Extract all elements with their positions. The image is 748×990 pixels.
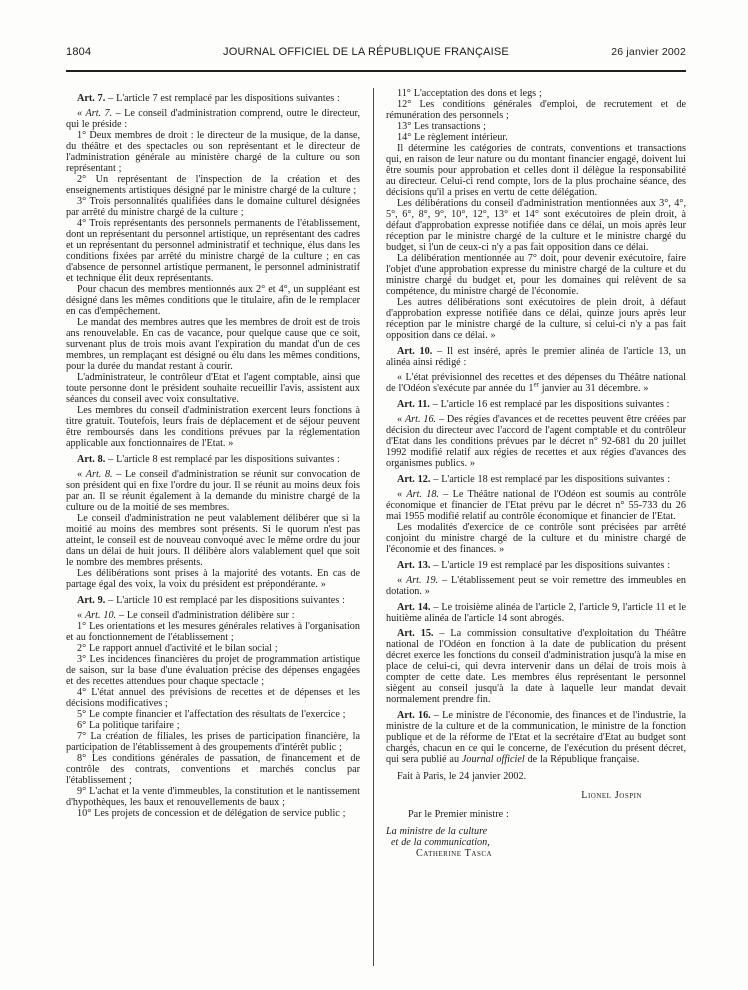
issue-date: 26 janvier 2002	[611, 46, 686, 58]
page-number: 1804	[66, 46, 92, 58]
text-segment: «	[397, 489, 407, 500]
paragraph	[66, 405, 360, 449]
text-segment: Les membres du conseil d'administration exercent leurs fonctions à titre gratuit. Toutefois, leurs frais de déplacement et de séjour peuvent être remboursés dans les conditions prévues par la réglementation applicable aux fonctionnaires de l'Etat. »	[66, 405, 360, 449]
text-segment: «	[397, 575, 406, 586]
paragraph	[386, 522, 686, 555]
text-segment: Art. 16.	[404, 414, 437, 425]
text-segment: 7° La création de filiales, les prises de participation financière, la participation de l'établissement à des groupements d'intérêt public ;	[66, 731, 360, 753]
text-segment: Pour chacun des membres mentionnés aux 2° et 4°, un suppléant est désigné dans les mêmes conditions que le titulaire, afin de le remplacer en cas d'empêchement.	[66, 284, 360, 317]
text-segment: « L'état prévisionnel des recettes et des dépenses du Théâtre national de l'Odéon s'exécute par année du 1	[386, 372, 686, 394]
text-segment: Art. 15.	[397, 628, 434, 639]
text-segment: Il détermine les catégories de contrats, conventions et transactions qui, en raison de leur nature ou du montant financier engagé, doivent lui être soumis pour approbation et celles dont il délègue la responsabilité au directeur. Celui-ci rend compte, lors de la plus prochaine séance, des décisions qu'il a prises en vertu de cette délégation.	[386, 143, 686, 198]
paragraph	[386, 414, 686, 469]
article-11-heading	[386, 399, 686, 410]
paragraph	[66, 218, 360, 284]
text-segment: 9° L'achat et la vente d'immeubles, la constitution et le nantissement d'hypothèques, les baux et renouvellements de baux ;	[66, 786, 360, 808]
article-9-heading	[66, 595, 360, 606]
paragraph	[386, 88, 686, 99]
text-segment: 11° L'acceptation des dons et legs ;	[397, 88, 542, 99]
signature-minister-role-line1	[386, 826, 686, 837]
text-segment: «	[397, 414, 405, 425]
right-column	[386, 88, 686, 966]
text-segment: Art. 11.	[397, 398, 430, 410]
text-segment: 14° Le règlement intérieur.	[397, 132, 508, 143]
paragraph	[66, 786, 360, 808]
text-segment: et de la communication,	[391, 836, 490, 848]
text-segment: Les délibérations du conseil d'administration mentionnées aux 3°, 4°, 5°, 6°, 8°, 9°, 10°, 12°, 13° et 14° sont exécutoires de plein droit, à défaut d'approbation expresse notifiée dans ce délai, un mois après leur réception par le ministre chargé de la culture et le ministre chargé du budget, si l'un de ceux-ci n'y a pas fait opposition dans ce délai.	[386, 198, 686, 253]
text-segment: Journal officiel	[461, 753, 525, 765]
column-gap	[360, 88, 386, 966]
paragraph	[66, 568, 360, 590]
text-segment: – Le conseil d'administration comprend, outre le directeur, qui le préside :	[66, 108, 360, 130]
text-segment: 4° Trois représentants des personnels permanents de l'établissement, dont un représentant du personnel artistique, un représentant des cadres et un représentant du personnel administratif et technique, élus dans les conditions fixées par arrêté du ministre chargé de la culture ; en cas d'absence de personnel artistique permanent, le personnel administratif et technique élit deux représentants.	[66, 218, 360, 284]
text-segment: Le conseil d'administration ne peut valablement délibérer que si la moitié au moins des membres sont présents. Si le quorum n'est pas atteint, le conseil est de nouveau convoqué avec le même ordre du jour dans un délai de huit jours. Il délibère alors valablement quel que soit le nombre des membres présents.	[66, 513, 360, 568]
article-15-heading	[386, 628, 686, 705]
paragraph	[386, 198, 686, 253]
text-segment: Les autres délibérations sont exécutoires de plein droit, à défaut d'approbation expresse notifiée dans ce délai, quinze jours après leur réception par le ministre chargé de la culture, si celui-ci n'y a pas fait opposition dans ce délai. »	[386, 297, 686, 341]
paragraph	[386, 575, 686, 597]
paragraph	[66, 610, 360, 621]
text-segment: Art. 10.	[84, 610, 117, 621]
text-segment: – L'article 16 est remplacé par les dispositions suivantes :	[429, 398, 670, 410]
text-segment: 2° Un représentant de l'inspection de la création et des enseignements artistiques désigné par le ministre chargé de la culture ;	[66, 174, 360, 196]
text-segment: 3° Les incidences financières du projet de programmation artistique de saison, sur la base d'une évaluation précise des dépenses engagées et des recettes attendues pour chaque spectacle ;	[66, 654, 360, 687]
paragraph	[66, 709, 360, 720]
text-segment: – Des régies d'avances et de recettes peuvent être créées par décision du directeur avec l'accord de l'agent comptable et du contrôleur d'Etat dans les conditions prévues par le décret n° 92-681 du 20 juillet 1992 modifié relatif aux régies de recettes et aux régies d'avances des organismes publics. »	[386, 414, 686, 469]
paragraph	[386, 297, 686, 341]
text-segment: La ministre de la culture	[386, 825, 488, 837]
text-segment: Lionel Jospin	[581, 789, 642, 801]
article-16-heading	[386, 710, 686, 765]
text-segment: – L'article 19 est remplacé par les dispositions suivantes :	[430, 559, 671, 571]
text-segment: – Le ministre de l'économie, des finances et de l'industrie, la ministre de la culture et de la communication, le ministre de la fonction publique et de la réforme de l'Etat et la secrétaire d'Etat au budget sont chargés, chacun en ce qui le concerne, de l'exécution du présent décret, qui sera publié au	[386, 709, 686, 765]
text-segment: Le mandat des membres autres que les membres de droit est de trois ans renouvelable. En cas de vacance, pour quelque cause que ce soit, survenant plus de trois mois avant l'expiration du mandat d'un de ces membres, un remplaçant est désigné ou élu dans les mêmes conditions, pour la durée du mandat restant à courir.	[66, 317, 360, 372]
signature-place-date	[386, 771, 686, 782]
text-segment: Art. 8.	[77, 453, 106, 465]
text-segment: Art. 13.	[397, 559, 431, 571]
paragraph	[386, 121, 686, 132]
article-10-heading	[386, 346, 686, 368]
text-segment: – La commission consultative d'exploitation du Théâtre national de l'Odéon en fonction à la date de publication du présent décret exerce les fonctions du conseil d'administration jusqu'à la mise en place de celui-ci, qui devra intervenir dans un délai de trois mois à compter de cette date. Les membres élus représentant le personnel siègent au conseil jusqu'à la date à laquelle leur mandat devait normalement prendre fin.	[386, 628, 686, 705]
text-segment: 8° Les conditions générales de passation, de financement et de contrôle des contrats, conventions et marchés conclus par l'établissement ;	[66, 753, 360, 786]
signature-minister-name	[386, 848, 686, 859]
text-segment: 4° L'état annuel des prévisions de recettes et de dépenses et les décisions modificatives ;	[66, 687, 360, 709]
paragraph	[66, 284, 360, 317]
text-segment: – L'article 10 est remplacé par les dispositions suivantes :	[105, 594, 345, 606]
text-segment: 5° Le compte financier et l'affectation des résultats de l'exercice ;	[77, 709, 346, 720]
article-14-heading	[386, 602, 686, 624]
text-segment: Art. 7.	[85, 108, 113, 119]
text-segment: Fait à Paris, le 24 janvier 2002.	[397, 770, 527, 782]
signature-countersign-intro	[386, 809, 686, 820]
text-segment: Art. 16.	[397, 709, 431, 721]
text-segment: 3° Trois personnalités qualifiées dans le domaine culturel désignées par arrêté du ministre chargé de la culture ;	[66, 196, 360, 218]
header-rule	[66, 70, 686, 72]
article-12-heading	[386, 474, 686, 485]
paragraph	[66, 643, 360, 654]
text-segment: 2° Le rapport annuel d'activité et le bilan social ;	[77, 643, 278, 654]
text-segment: «	[77, 610, 85, 621]
text-segment: – Le troisième alinéa de l'article 2, l'article 9, l'article 11 et le huitième alinéa de l'article 14 sont abrogés.	[386, 601, 686, 624]
paragraph	[66, 174, 360, 196]
article-8-heading	[66, 454, 360, 465]
text-segment: «	[77, 469, 86, 480]
paragraph	[66, 654, 360, 687]
text-segment: 13° Les transactions ;	[397, 121, 487, 132]
paragraph	[66, 372, 360, 405]
paragraph	[386, 143, 686, 198]
text-segment: Art. 8.	[85, 469, 113, 480]
page-header	[66, 46, 686, 58]
text-segment: Par le Premier ministre :	[408, 808, 509, 820]
text-segment: 1° Deux membres de droit : le directeur de la musique, de la danse, du théâtre et des spectacles ou son représentant et le directeur de l'administration générale au ministère chargé de la culture ou son représentant ;	[66, 130, 360, 174]
paragraph	[386, 99, 686, 121]
column-separator-rule	[373, 88, 374, 966]
page-body	[66, 88, 686, 966]
text-segment: – Il est inséré, après le premier alinéa de l'article 13, un alinéa ainsi rédigé :	[386, 345, 686, 368]
paragraph	[386, 132, 686, 143]
text-segment: Art. 7.	[77, 92, 106, 104]
text-segment: – L'article 18 est remplacé par les dispositions suivantes :	[430, 473, 671, 485]
paragraph	[66, 720, 360, 731]
paragraph	[386, 253, 686, 297]
text-segment: – Le conseil d'administration délibère sur :	[116, 610, 295, 621]
text-segment: Art. 9.	[77, 594, 106, 606]
paragraph	[386, 372, 686, 394]
paragraph	[66, 753, 360, 786]
paragraph	[66, 808, 360, 819]
text-segment: Art. 10.	[397, 345, 433, 357]
journal-title: JOURNAL OFFICIEL DE LA RÉPUBLIQUE FRANÇAISE	[223, 46, 509, 58]
signature-prime-minister	[386, 790, 686, 801]
text-segment: Catherine Tasca	[416, 847, 493, 859]
text-segment: Art. 19.	[405, 575, 439, 586]
text-segment: janvier au 31 décembre. »	[538, 383, 649, 394]
paragraph	[66, 108, 360, 130]
text-segment: Art. 18.	[406, 489, 439, 500]
text-segment: – Le Théâtre national de l'Odéon est soumis au contrôle économique et financier de l'Etat prévu par le décret n° 55-733 du 26 mai 1955 modifié relatif au contrôle économique et financier de l'Etat.	[386, 489, 686, 522]
paragraph	[66, 317, 360, 372]
signature-minister-role-line2	[386, 837, 686, 848]
paragraph	[386, 489, 686, 522]
article-7-heading	[66, 93, 360, 104]
text-segment: – L'établissement peut se voir remettre des immeubles en dotation. »	[386, 575, 686, 597]
paragraph	[66, 130, 360, 174]
text-segment: – L'article 7 est remplacé par les dispositions suivantes :	[105, 92, 340, 104]
paragraph	[66, 687, 360, 709]
text-segment: La délibération mentionnée au 7° doit, pour devenir exécutoire, faire l'objet d'une approbation expresse du ministre chargé de la culture et du ministre chargé du budget et, pour les domaines qui relèvent de sa compétence, du ministre chargé de l'économie.	[386, 253, 686, 297]
paragraph	[66, 196, 360, 218]
paragraph	[66, 731, 360, 753]
left-column	[66, 88, 360, 966]
text-segment: er	[533, 380, 539, 389]
paragraph	[66, 513, 360, 568]
text-segment: Les délibérations sont prises à la majorité des votants. En cas de partage égal des voix, la voix du président est prépondérante. »	[66, 568, 360, 590]
paragraph	[66, 621, 360, 643]
text-segment: – Le conseil d'administration se réunit sur convocation de son président qui en fixe l'ordre du jour. Il se réunit au moins deux fois par an. Il se réunit également à la demande du ministre chargé de la culture ou de la moitié de ses membres.	[66, 469, 360, 513]
text-segment: Art. 12.	[397, 473, 431, 485]
text-segment: Les modalités d'exercice de ce contrôle sont précisées par arrêté conjoint du ministre chargé de la culture et du ministre chargé de l'économie et des finances. »	[386, 522, 686, 555]
text-segment: «	[77, 108, 86, 119]
text-segment: 6° La politique tarifaire ;	[77, 720, 180, 731]
text-segment: 1° Les orientations et les mesures générales relatives à l'organisation et au fonctionnement de l'établissement ;	[66, 621, 360, 643]
text-segment: – L'article 8 est remplacé par les dispositions suivantes :	[105, 453, 340, 465]
text-segment: 10° Les projets de concession et de délégation de service public ;	[77, 808, 346, 819]
paragraph	[66, 469, 360, 513]
text-segment: 12° Les conditions générales d'emploi, de recrutement et de rémunération des personnels ;	[386, 99, 686, 121]
text-segment: de la République française.	[524, 753, 640, 765]
text-segment: L'administrateur, le contrôleur d'Etat et l'agent comptable, ainsi que toute personne dont le président souhaite recueillir l'avis, assistent aux séances du conseil avec voix consultative.	[66, 372, 360, 405]
article-13-heading	[386, 560, 686, 571]
text-segment: Art. 14.	[397, 601, 431, 613]
